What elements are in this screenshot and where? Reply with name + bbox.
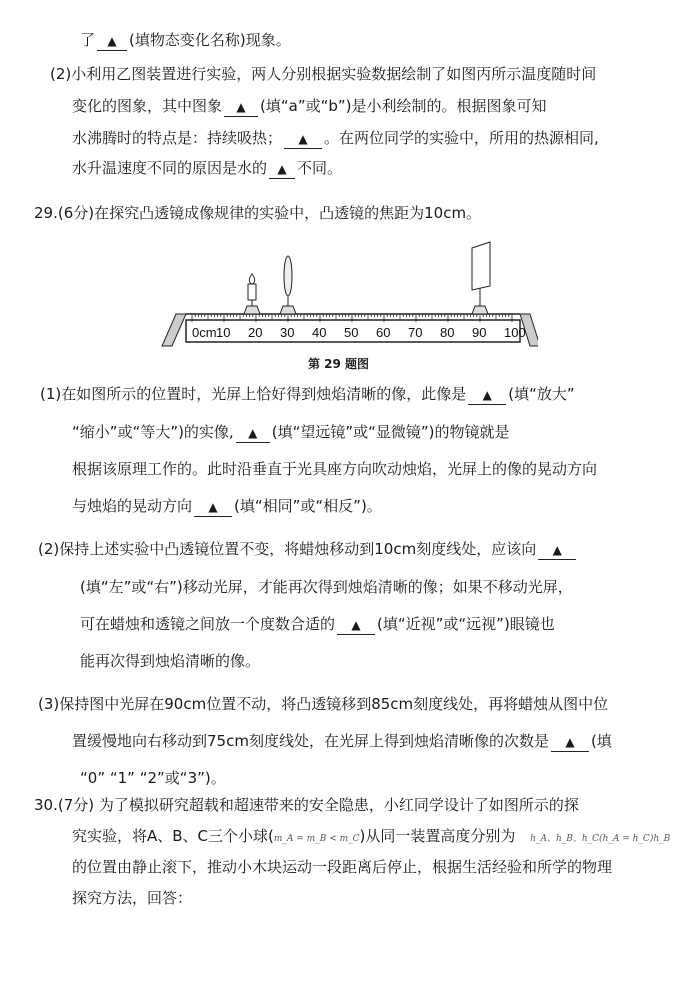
ruler-label: 40 <box>312 325 327 340</box>
q28-line-4: 水沸腾时的特点是：持续吸热； ▲ 。在两位同学的实验中，所用的热源相同, <box>72 129 599 147</box>
q29-p1: (1)在如图所示的位置时，光屏上恰好得到烛焰清晰的像，此像是 ▲ (填“放大” <box>40 385 575 403</box>
q29-p2: “缩小”或“等大”)的实像, ▲ (填“望远镜”或“显微镜”)的物镜就是 <box>72 423 510 441</box>
figure-caption: 第 29 题图 <box>308 357 370 371</box>
q29-p6: (填“左”或“右”)移动光屏，才能再次得到烛焰清晰的像；如果不移动光屏， <box>80 578 573 596</box>
height-relation: h_A、h_B、h_C(h_A = h_C)h_B <box>530 834 671 844</box>
q29-p3: 根据该原理工作的。此时沿垂直于光具座方向吹动烛焰，光屏上的像的晃动方向 <box>72 460 598 478</box>
ruler-label: 30 <box>280 325 295 340</box>
q29-p7: 可在蜡烛和透镜之间放一个度数合适的 ▲ (填“近视”或“远视”)眼镜也 <box>80 615 555 633</box>
ruler-label: 0cm <box>192 325 217 340</box>
q29-p8: 能再次得到烛焰清晰的像。 <box>80 652 261 670</box>
q30-line-3: 的位置由静止滚下，推动小木块运动一段距离后停止，根据生活经验和所学的物理 <box>72 858 613 876</box>
light-screen <box>472 242 490 314</box>
q28-line-1: 了 ▲ (填物态变化名称)现象。 <box>80 31 291 49</box>
answer-blank: ▲ <box>269 161 295 179</box>
ruler-label: 80 <box>440 325 455 340</box>
q29-p5: (2)保持上述实验中凸透镜位置不变，将蜡烛移动到10cm刻度线处，应该向 ▲ <box>38 539 578 560</box>
q30-line-2: 究实验，将A、B、C三个小球(m_A = m_B < m_C)从同一装置高度分别为 h_A、h_B、h_C(h_A = h_C)h_B <box>72 827 671 845</box>
q28-line-5: 水升温速度不同的原因是水的 ▲ 不同。 <box>72 159 343 177</box>
q29-p11: “0” “1” “2”或“3”)。 <box>80 769 226 787</box>
ruler-label: 10 <box>216 325 231 340</box>
answer-blank: ▲ <box>236 425 270 443</box>
q29-heading: 29.(6分)在探究凸透镜成像规律的实验中，凸透镜的焦距为10cm。 <box>34 204 482 222</box>
q29-p4: 与烛焰的晃动方向 ▲ (填“相同”或“相反”)。 <box>72 497 382 515</box>
q29-p10: 置缓慢地向右移动到75cm刻度线处，在光屏上得到烛焰清晰像的次数是 ▲ (填 <box>72 732 612 750</box>
answer-blank: ▲ <box>551 734 589 752</box>
ruler-label: 50 <box>344 325 359 340</box>
answer-blank: ▲ <box>468 387 506 405</box>
q28-line-2: (2)小利用乙图装置进行实验，两人分别根据实验数据绘制了如图丙所示温度随时间 <box>50 65 597 83</box>
q29-p9: (3)保持图中光屏在90cm位置不动，将凸透镜移到85cm刻度线处，再将蜡烛从图中位 <box>38 695 609 713</box>
ruler-label: 20 <box>248 325 263 340</box>
q30-line-1: 30.(7分) 为了模拟研究超载和超速带来的安全隐患，小红同学设计了如图所示的探 <box>34 796 579 814</box>
ruler-label: 100 <box>504 325 526 340</box>
answer-blank: ▲ <box>337 617 375 635</box>
convex-lens <box>280 256 296 314</box>
answer-blank: ▲ <box>538 542 576 560</box>
ruler-label: 90 <box>472 325 487 340</box>
ruler-label: 60 <box>376 325 391 340</box>
answer-blank: ▲ <box>284 131 322 149</box>
answer-blank: ▲ <box>224 99 258 117</box>
q28-line-3: 变化的图象，其中图象 ▲ (填“a”或“b”)是小利绘制的。根据图象可知 <box>72 97 547 115</box>
answer-blank: ▲ <box>194 499 232 517</box>
q30-line-4: 探究方法，回答： <box>72 889 193 907</box>
candle <box>244 274 260 314</box>
answer-blank: ▲ <box>97 33 127 51</box>
ruler-label: 70 <box>408 325 423 340</box>
mass-relation: m_A = m_B < m_C <box>273 834 360 844</box>
